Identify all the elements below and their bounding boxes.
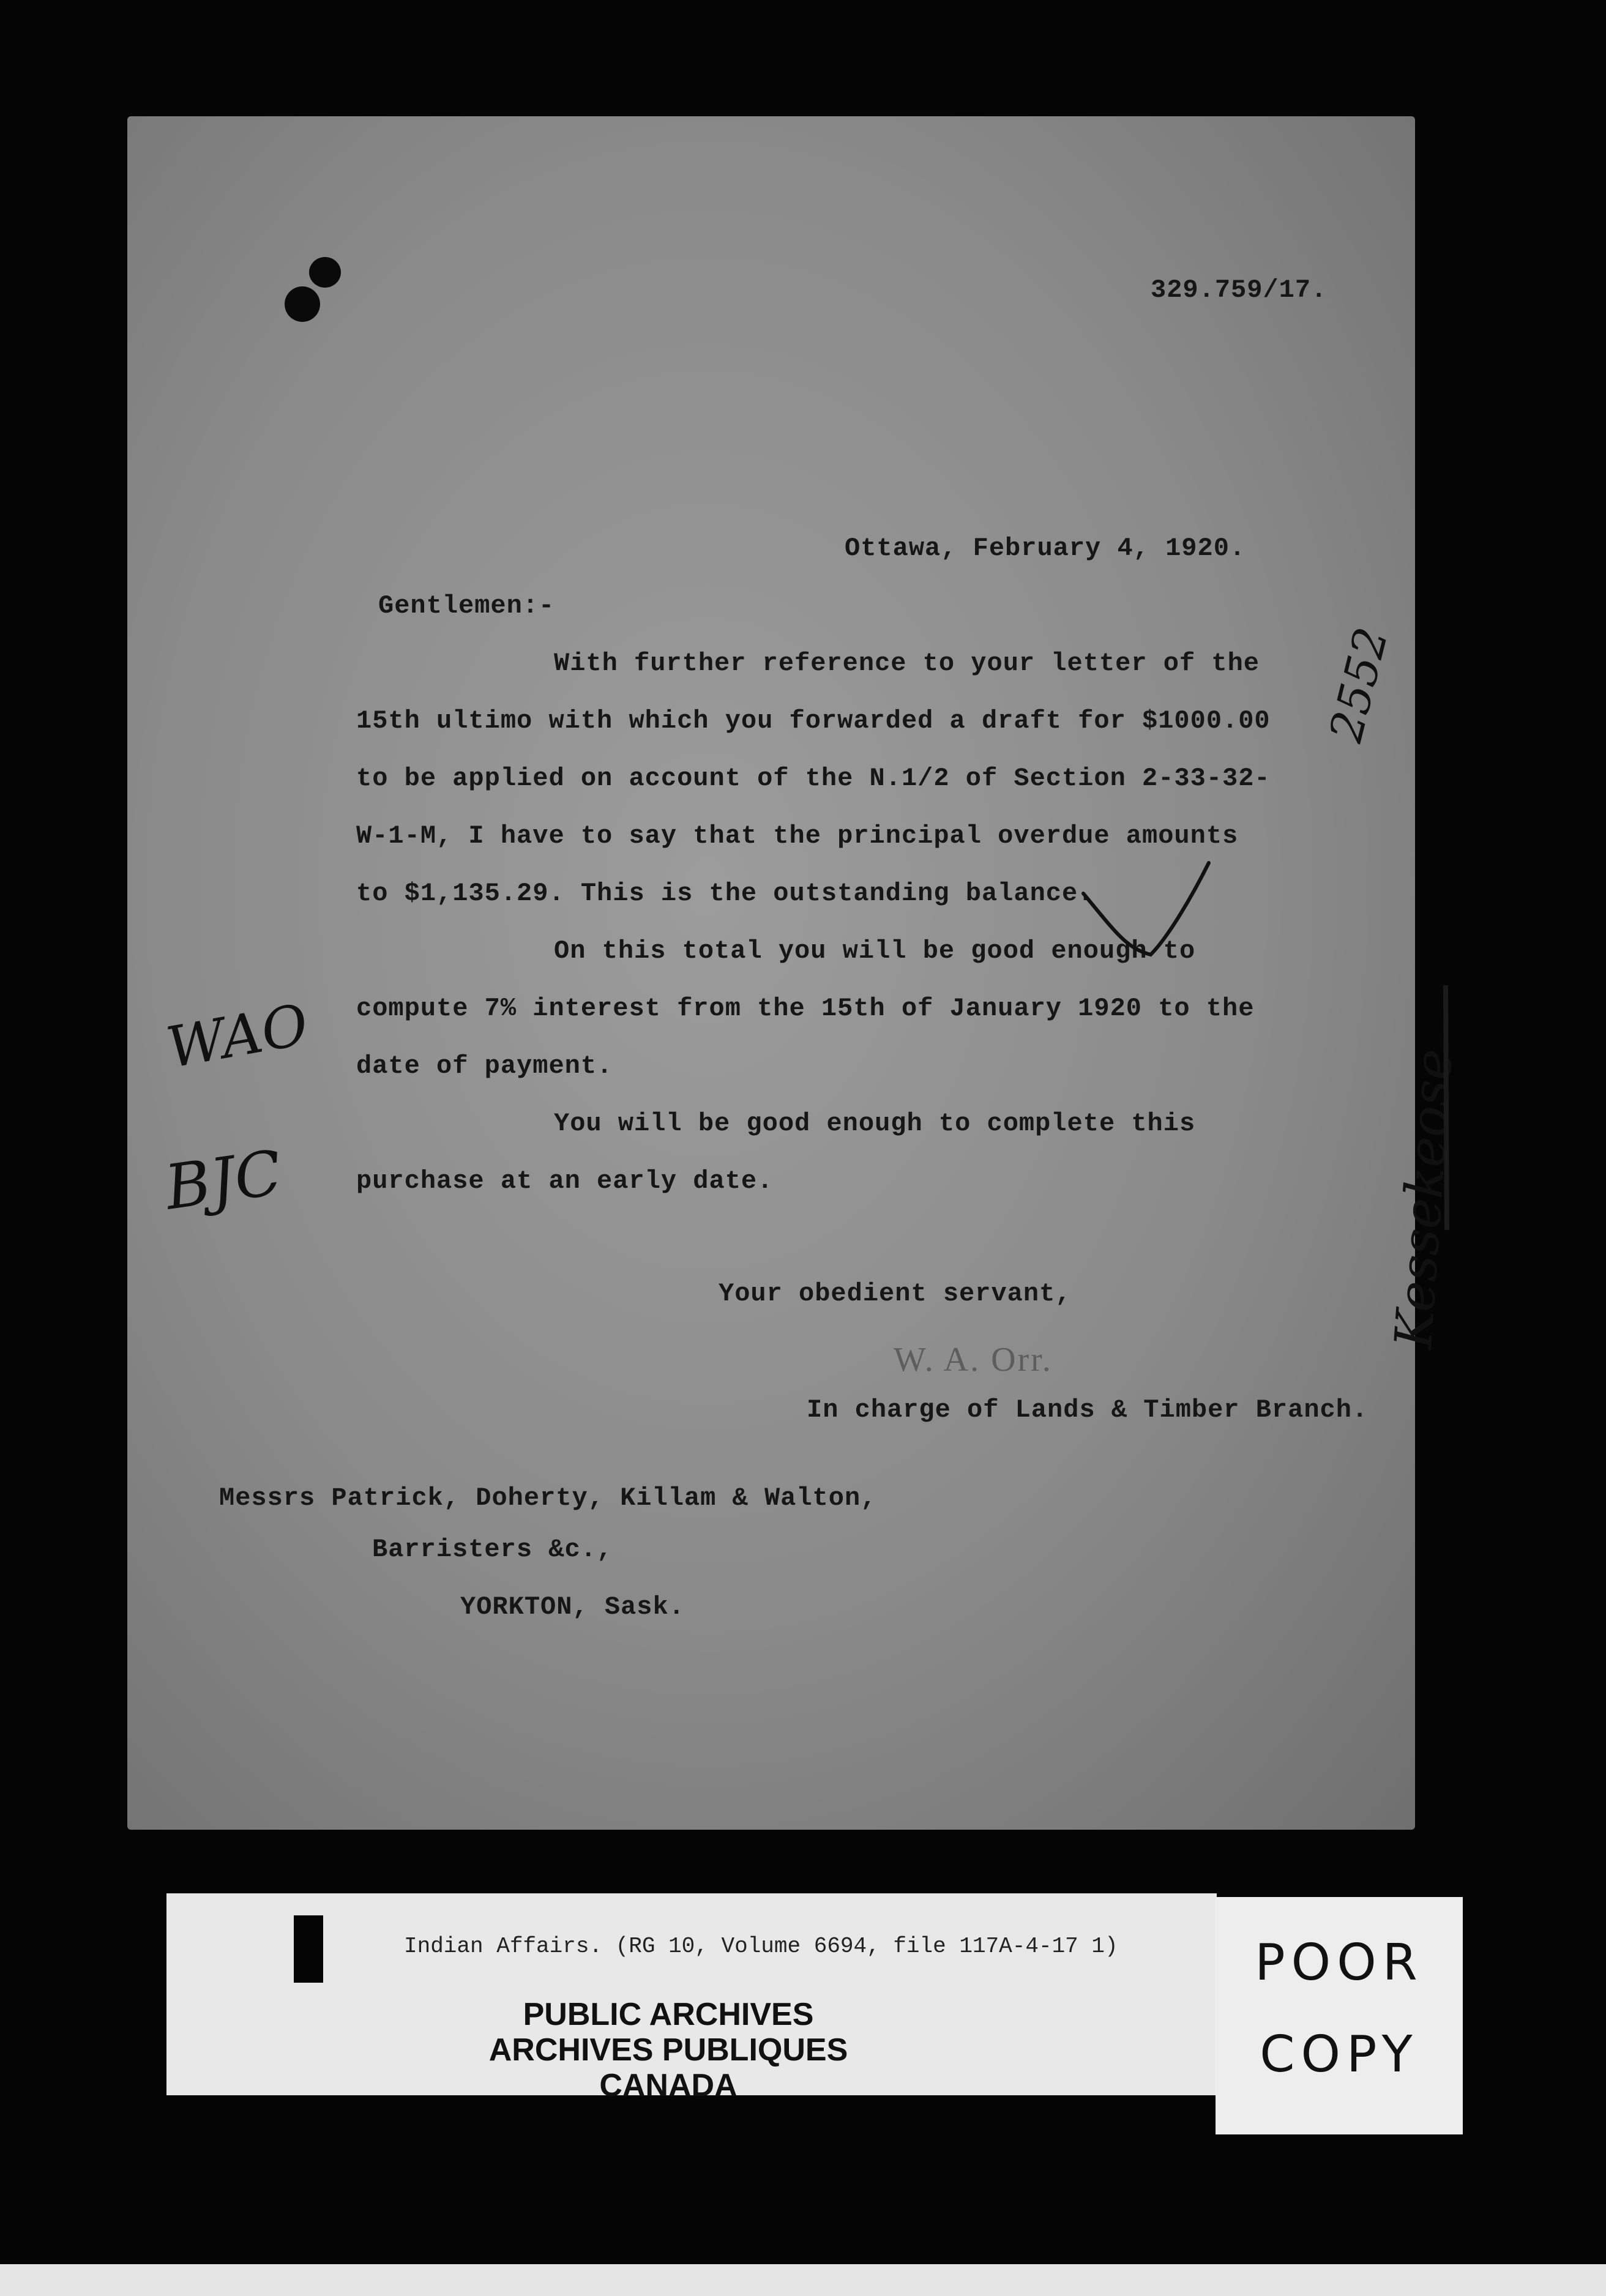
addressee-line: Barristers &c.,	[372, 1535, 613, 1564]
handwritten-checkmark	[1077, 857, 1261, 979]
body-line: You will be good enough to complete this	[554, 1109, 1196, 1138]
poor-copy-line-1: POOR	[1255, 1934, 1424, 1992]
body-line: compute 7% interest from the 15th of January 1920 to the	[356, 994, 1255, 1023]
punch-hole-bottom	[285, 286, 320, 322]
right-margin-vertical-word: Kessekeose	[1383, 1047, 1464, 1351]
punch-hole-top	[309, 257, 341, 288]
body-line: date of payment.	[356, 1051, 613, 1081]
margin-initials-wao: WAO	[162, 991, 313, 1081]
salutation: Gentlemen:-	[378, 591, 555, 621]
addressee-line: YORKTON, Sask.	[460, 1592, 685, 1622]
addressee-line: Messrs Patrick, Doherty, Killam & Walton,	[219, 1483, 877, 1513]
stamp-notch	[294, 1915, 323, 1983]
body-line: to be applied on account of the N.1/2 of Section 2-33-32-	[356, 764, 1271, 793]
archives-line-1: PUBLIC ARCHIVES	[523, 1997, 814, 2032]
poor-copy-label	[1216, 1897, 1463, 2134]
body-line: On this total you will be good enough to	[554, 936, 1196, 966]
archives-line-2: ARCHIVES PUBLIQUES	[488, 2032, 848, 2068]
margin-initials-bjc: BJC	[160, 1136, 286, 1224]
archives-line-3: CANADA	[599, 2068, 738, 2103]
closing: Your obedient servant,	[719, 1279, 1072, 1308]
margin-vertical-rule	[1440, 985, 1452, 1230]
signatory-title: In charge of Lands & Timber Branch.	[807, 1395, 1369, 1425]
body-line: W-1-M, I have to say that the principal overdue amounts	[356, 821, 1239, 851]
poor-copy-line-2: COPY	[1260, 2026, 1419, 2084]
archive-reference: Indian Affairs. (RG 10, Volume 6694, file 117A-4-17 1)	[404, 1934, 1118, 1959]
film-edge-strip	[0, 2264, 1606, 2296]
file-number: 329.759/17.	[1151, 275, 1328, 305]
place-date: Ottawa, February 4, 1920.	[845, 534, 1246, 563]
body-line: to $1,135.29. This is the outstanding balance.	[356, 879, 1094, 908]
body-line: With further reference to your letter of the	[554, 649, 1260, 678]
right-margin-number: 2552	[1320, 622, 1399, 747]
body-line: 15th ultimo with which you forwarded a draft for $1000.00	[356, 706, 1271, 736]
signature: W. A. Orr.	[894, 1341, 1053, 1379]
body-line: purchase at an early date.	[356, 1166, 774, 1196]
